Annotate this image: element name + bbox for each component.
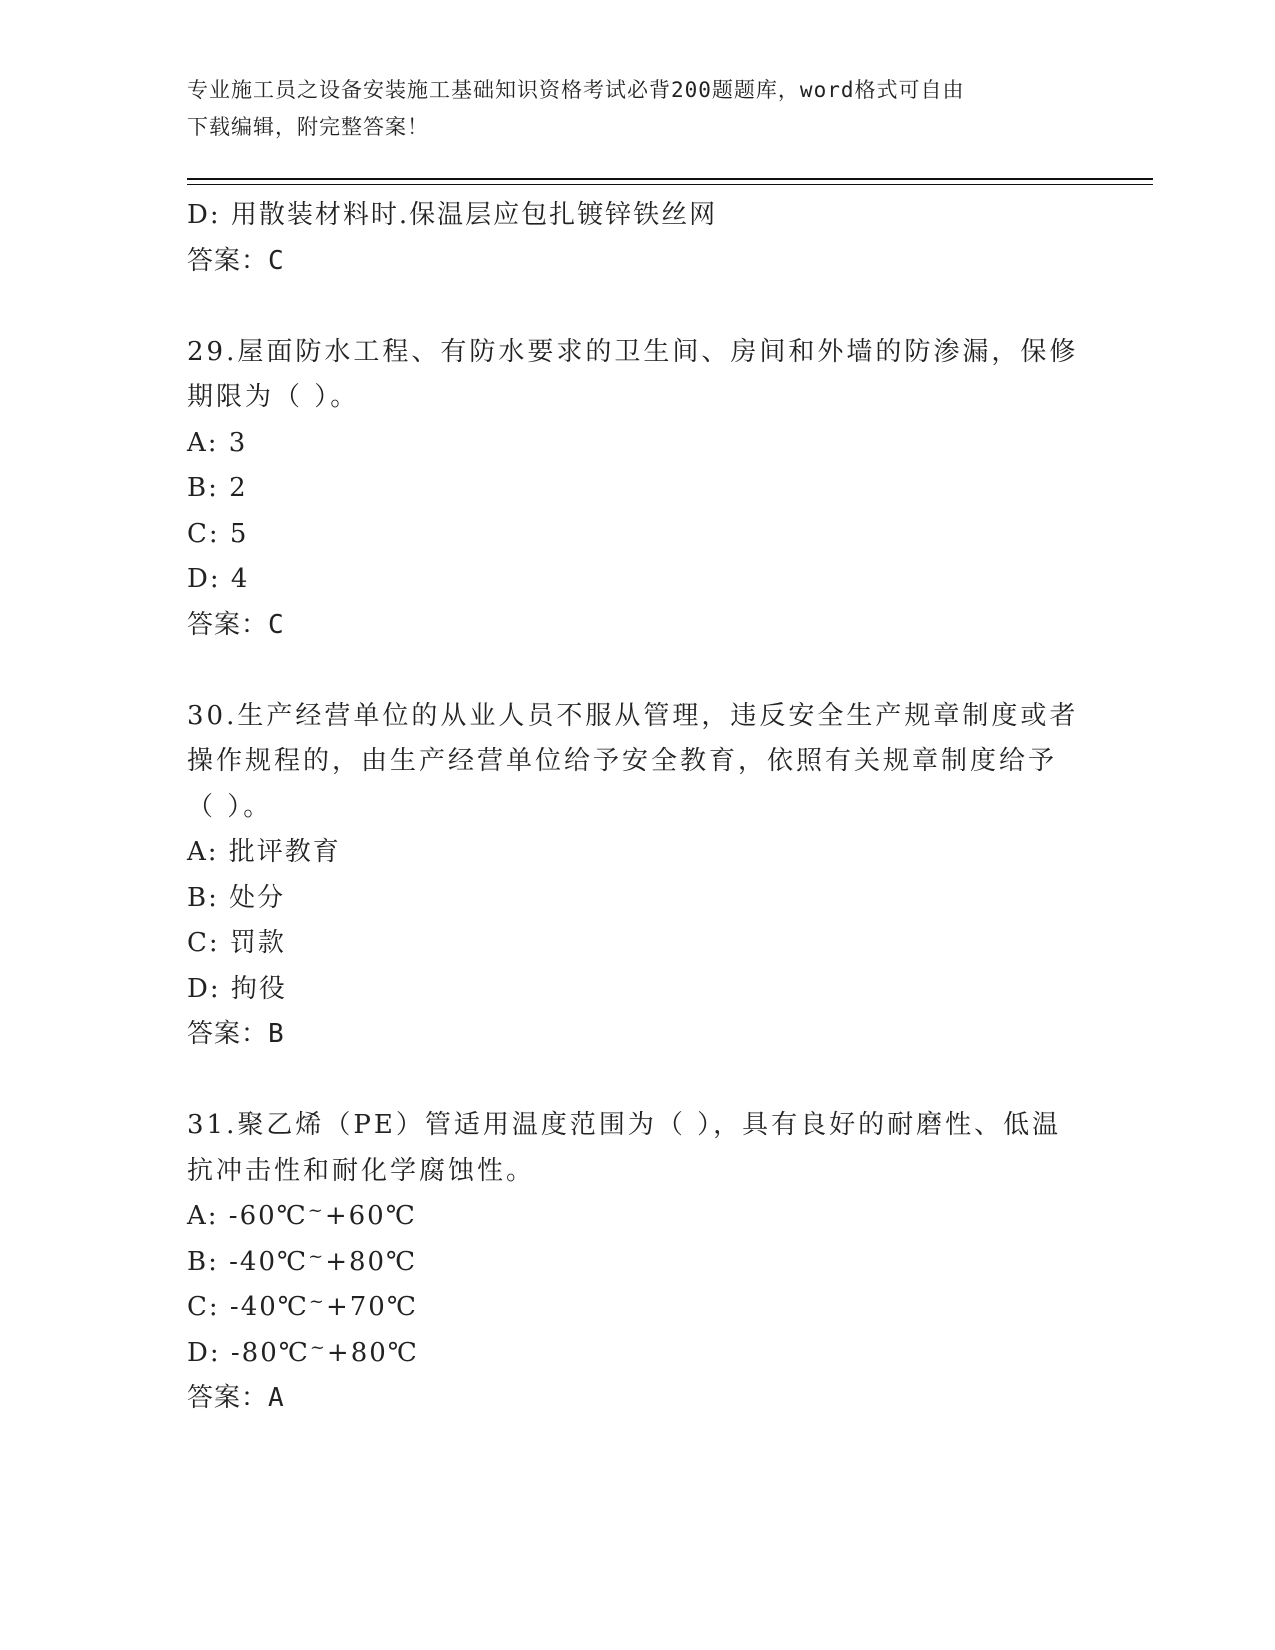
question-block-30 — [187, 694, 1087, 1058]
option-range-start: C: -40℃ — [187, 1292, 309, 1322]
question-31-answer: 答案：A — [187, 1383, 285, 1413]
question-29-option-c: C: 5 — [187, 518, 249, 549]
question-31-text-line-1: 31.聚乙烯（PE）管适用温度范围为（ ），具有良好的耐磨性、低温 — [187, 1110, 1062, 1140]
option-range-start: D: -80℃ — [187, 1337, 310, 1368]
option-range-start: B: -40℃ — [187, 1246, 309, 1277]
option-range-end: +60℃ — [324, 1201, 417, 1231]
question-29-answer: 答案：C — [187, 609, 285, 640]
question-30-text-line-2: 操作规程的，由生产经营单位给予安全教育，依照有关规章制度给予 — [187, 746, 1058, 776]
header-divider-thick — [187, 178, 1153, 180]
option-range-end: +70℃ — [325, 1292, 418, 1322]
range-tilde: ~ — [308, 1291, 326, 1312]
question-30-answer: 答案：B — [187, 1019, 285, 1049]
question-30-option-d: D: 拘役 — [187, 973, 287, 1004]
header-title-line-1: 专业施工员之设备安装施工基础知识资格考试必背200题题库，word格式可自由 — [187, 78, 965, 102]
question-31-option-d — [187, 1331, 1087, 1377]
range-tilde: ~ — [308, 1245, 326, 1267]
header-divider-thin — [187, 184, 1153, 185]
range-tilde: ~ — [309, 1336, 327, 1358]
question-29-option-d: D: 4 — [187, 564, 250, 594]
question-block-31 — [187, 1103, 1087, 1422]
question-30-text-line-3: （ ）。 — [187, 791, 273, 822]
question-30-option-c: C: 罚款 — [187, 928, 286, 958]
range-tilde: ~ — [307, 1200, 325, 1221]
question-30-option-a: A: 批评教育 — [187, 837, 341, 867]
question-29-text-line-2: 期限为（ ）。 — [187, 382, 360, 412]
question-block-29 — [187, 330, 1087, 649]
option-range-end: +80℃ — [325, 1246, 418, 1277]
question-31-option-b — [187, 1240, 1087, 1286]
document-header — [187, 72, 1087, 146]
question-31-text-line-2: 抗冲击性和耐化学腐蚀性。 — [187, 1155, 536, 1186]
question-29-option-a: A: 3 — [187, 427, 248, 458]
option-range-end: +80℃ — [326, 1337, 419, 1368]
question-content — [187, 193, 1087, 1422]
question-29-option-b: B: 2 — [187, 473, 248, 503]
prev-question-option-d: D: 用散装材料时.保温层应包扎镀锌铁丝网 — [187, 200, 718, 230]
question-31-option-a — [187, 1194, 1087, 1240]
spacer — [187, 648, 1087, 694]
option-range-start: A: -60℃ — [187, 1201, 308, 1231]
question-31-option-c — [187, 1285, 1087, 1331]
header-title-line-2: 下载编辑，附完整答案！ — [187, 115, 429, 139]
spacer — [187, 1058, 1087, 1104]
question-30-option-b: B: 处分 — [187, 882, 286, 913]
question-30-text-line-1: 30.生产经营单位的从业人员不服从管理，违反安全生产规章制度或者 — [187, 700, 1079, 731]
question-29-text-line-1: 29.屋面防水工程、有防水要求的卫生间、房间和外墙的防渗漏，保修 — [187, 336, 1079, 367]
prev-question-answer: 答案：C — [187, 245, 285, 276]
spacer — [187, 284, 1087, 330]
